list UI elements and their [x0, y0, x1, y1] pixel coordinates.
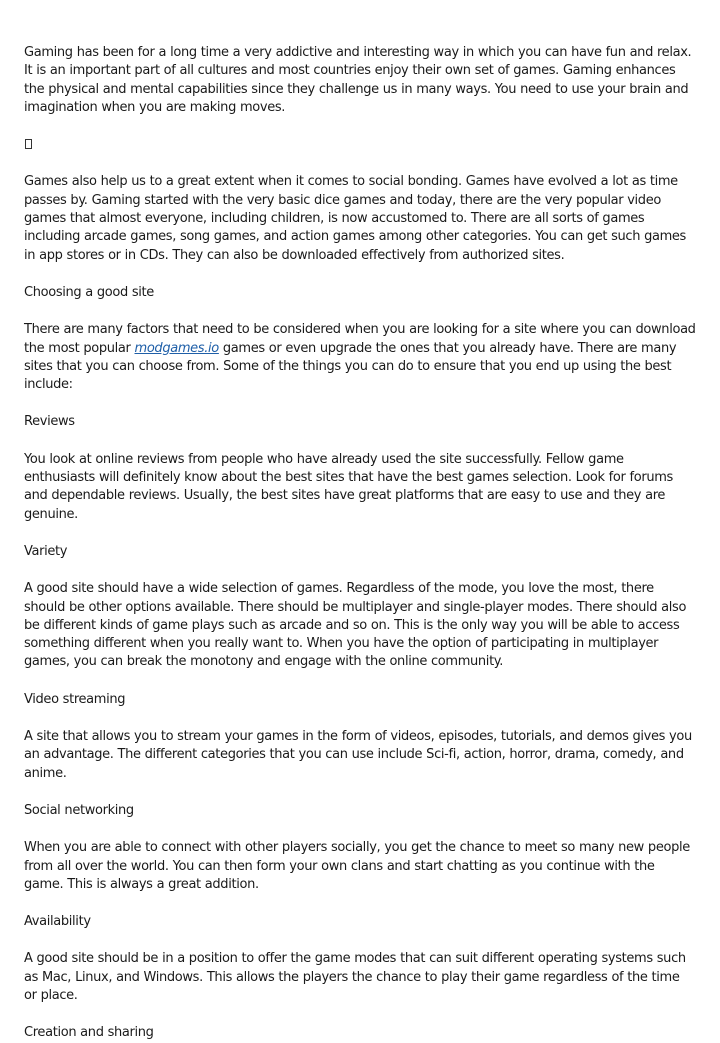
factors-text-after: games or even upgrade the ones that you already have. There are many sites that you can choose from. Some of the things you can do to ensure that you end up using the best include: [24, 340, 677, 393]
factors-paragraph [24, 321, 696, 394]
document-body [24, 44, 696, 1043]
factors-text-before: There are many factors that need to be considered when you are looking for a site where you can download the most popular [24, 322, 696, 356]
heading-video-streaming: Video streaming [24, 691, 126, 707]
heading-social-networking: Social networking [24, 802, 134, 818]
heading-reviews: Reviews [24, 414, 75, 430]
social-bonding-paragraph: Games also help us to a great extent when it comes to social bonding. Games have evolved a lot as time passes by. Gaming started with the very basic dice games and today, there are the very popular video games that almost everyone, including children, is now accustomed to. There are all sorts of games including arcade games, song games, and action games among other categories. You can get such games in app stores or in CDs. They can also be downloaded effectively from authorized sites. [24, 174, 686, 263]
intro-paragraph: Gaming has been for a long time a very addictive and interesting way in which you can have fun and relax. It is an important part of all cultures and most countries enjoy their own set of games. Gaming enhances the physical and mental capabilities since they challenge us in many ways. You need to use your brain and imagination when you are making moves. [24, 45, 692, 115]
heading-availability: Availability [24, 914, 91, 930]
video-streaming-paragraph: A site that allows you to stream your games in the form of videos, episodes, tutorials, and demos gives you an advantage. The different categories that you can use include Sci-fi, action, horror, drama, comedy, and anime. [24, 729, 692, 781]
missing-glyph-icon [25, 139, 32, 149]
missing-glyph-line [24, 136, 696, 154]
modgames-link[interactable]: modgames.io [134, 340, 219, 356]
heading-choosing-site: Choosing a good site [24, 284, 154, 300]
heading-creation-sharing: Creation and sharing [24, 1025, 154, 1041]
social-networking-paragraph: When you are able to connect with other players socially, you get the chance to meet so many new people from all over the world. You can then form your own clans and start chatting as you continue with the game. This is always a great addition. [24, 840, 690, 892]
variety-paragraph: A good site should have a wide selection of games. Regardless of the mode, you love the most, there should be other options available. There should be multiplayer and single-player modes. There should also be different kinds of game plays such as arcade and so on. This is the only way you will be able to access something different when you really want to. When you have the option of participating in multiplayer games, you can break the monotony and engage with the online community. [24, 581, 687, 670]
reviews-paragraph: You look at online reviews from people who have already used the site successfully. Fellow game enthusiasts will definitely know about the best sites that have the best games selection. Look for forums and dependable reviews. Usually, the best sites have great platforms that are easy to use and they are genuine. [24, 451, 673, 522]
availability-paragraph: A good site should be in a position to offer the game modes that can suit different operating systems such as Mac, Linux, and Windows. This allows the players the chance to play their game regardless of the time or place. [24, 951, 686, 1003]
heading-variety: Variety [24, 543, 68, 559]
